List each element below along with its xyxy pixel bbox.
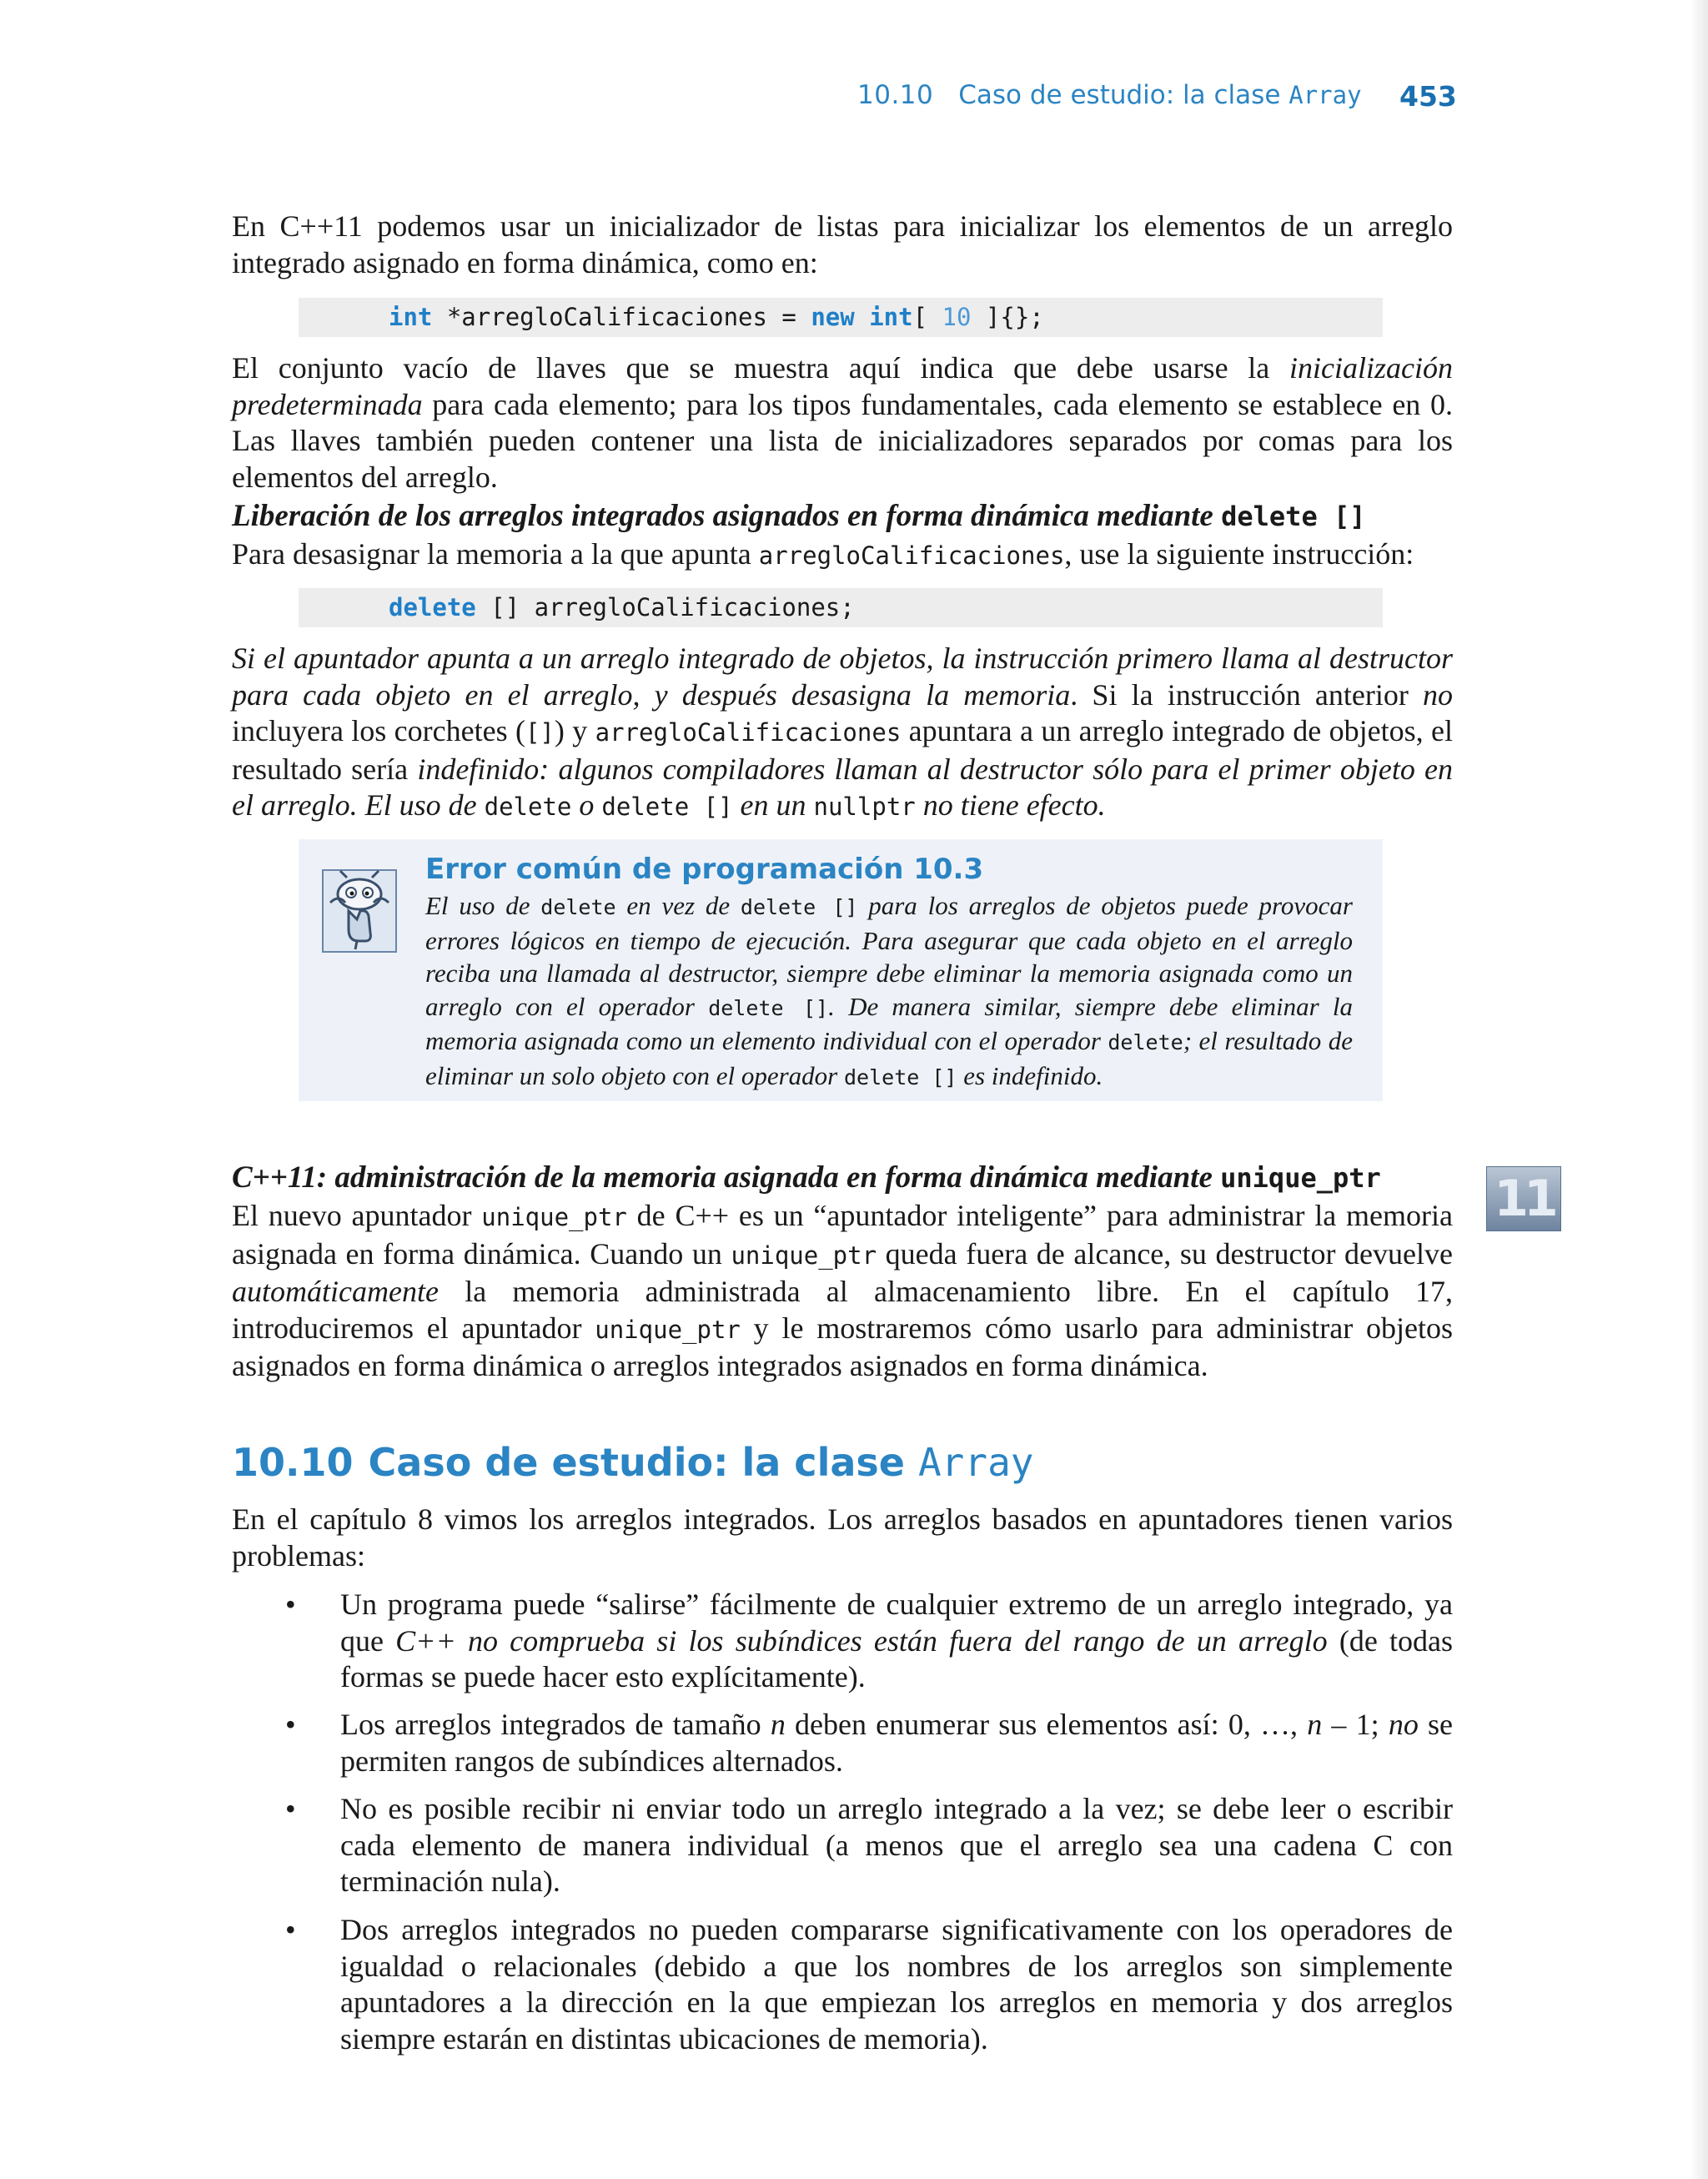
header-section-number: 10.10 (857, 80, 934, 110)
default-init-paragraph: El conjunto vacío de llaves que se muestra aquí indica que debe usarse la inicialización predeterminada para cada elemento; para los tipos fundamentales, cada elemento se establece en 0. Las llaves también pueden contener una lista de inicializadores separados por comas para los elementos del arreglo. (232, 351, 1453, 494)
tip-body: El uso de delete en vez de delete [] para los arreglos de objetos puede provocar errores lógicos en tiempo de ejecución. Para asegurar que cada objeto en el arreglo reciba una llamada al destructor, siempre debe eliminar la memoria asignada como un arreglo con el operador delete []. De manera similar, siempre debe eliminar la memoria asignada como un elemento individual con el operador delete; el resultado de eliminar un solo objeto con el operador delete [] es indefinido. (425, 891, 1354, 1090)
subheading-unique-ptr: C++11: administración de la memoria asignada en forma dinámica mediante unique_ptr (232, 1160, 1381, 1195)
header-title: Caso de estudio: la clase Array (958, 80, 1362, 110)
programming-error-tip (299, 839, 1383, 1101)
running-header (857, 80, 1457, 113)
code-block-delete: delete [] arregloCalificaciones; (299, 588, 1383, 627)
intro-paragraph: En C++11 podemos usar un inicializador de listas para inicializar los elementos de un arreglo integrado asignado en forma dinámica, como en: (232, 209, 1453, 279)
section-intro-paragraph: En el capítulo 8 vimos los arreglos integrados. Los arreglos basados en apuntadores tienen varios problemas: (232, 1502, 1453, 1573)
delete-paragraph: Para desasignar la memoria a la que apunta arregloCalificaciones, use la siguiente instrucción: (232, 537, 1414, 571)
unique-ptr-paragraph: El nuevo apuntador unique_ptr de C++ es un “apuntador inteligente” para administrar la memoria asignada en forma dinámica. Cuando un unique_ptr queda fuera de alcance, su destructor devuelve automáticamente la memoria administrada al almacenamiento libre. En el capítulo 17, introduciremos el apuntador unique_ptr y le mostraremos cómo usarlo para administrar objetos asignados en forma dinámica o arreglos integrados asignados en forma dinámica. (232, 1199, 1454, 1382)
subheading-delete: Liberación de los arreglos integrados asignados en forma dinámica mediante delete [] (232, 499, 1366, 533)
bug-thumbs-down-icon (322, 869, 397, 953)
page-edge-shadow (1690, 0, 1708, 2179)
tip-title: Error común de programación 10.3 (425, 853, 984, 886)
chapter-tab: 11 (1486, 1166, 1561, 1231)
delete-explanation-paragraph: Si el apuntador apunta a un arreglo integrado de objetos, la instrucción primero llama al destructor para cada objeto en el arreglo, y después desasigna la memoria. Si la instrucción anterior no incluyera los corchetes ([]) y arregloCalificaciones apuntara a un arreglo integrado de objetos, el resultado sería indefinido: algunos compiladores llaman al destructor sólo para el primer objeto en el arreglo. El uso de delete o delete [] en un nullptr no tiene efecto. (232, 642, 1454, 822)
page-number: 453 (1399, 80, 1457, 113)
code-block-init: int *arregloCalificaciones = new int[ 10 ]{}; (299, 298, 1383, 337)
section-heading: 10.10 Caso de estudio: la clase Array (232, 1440, 1034, 1485)
